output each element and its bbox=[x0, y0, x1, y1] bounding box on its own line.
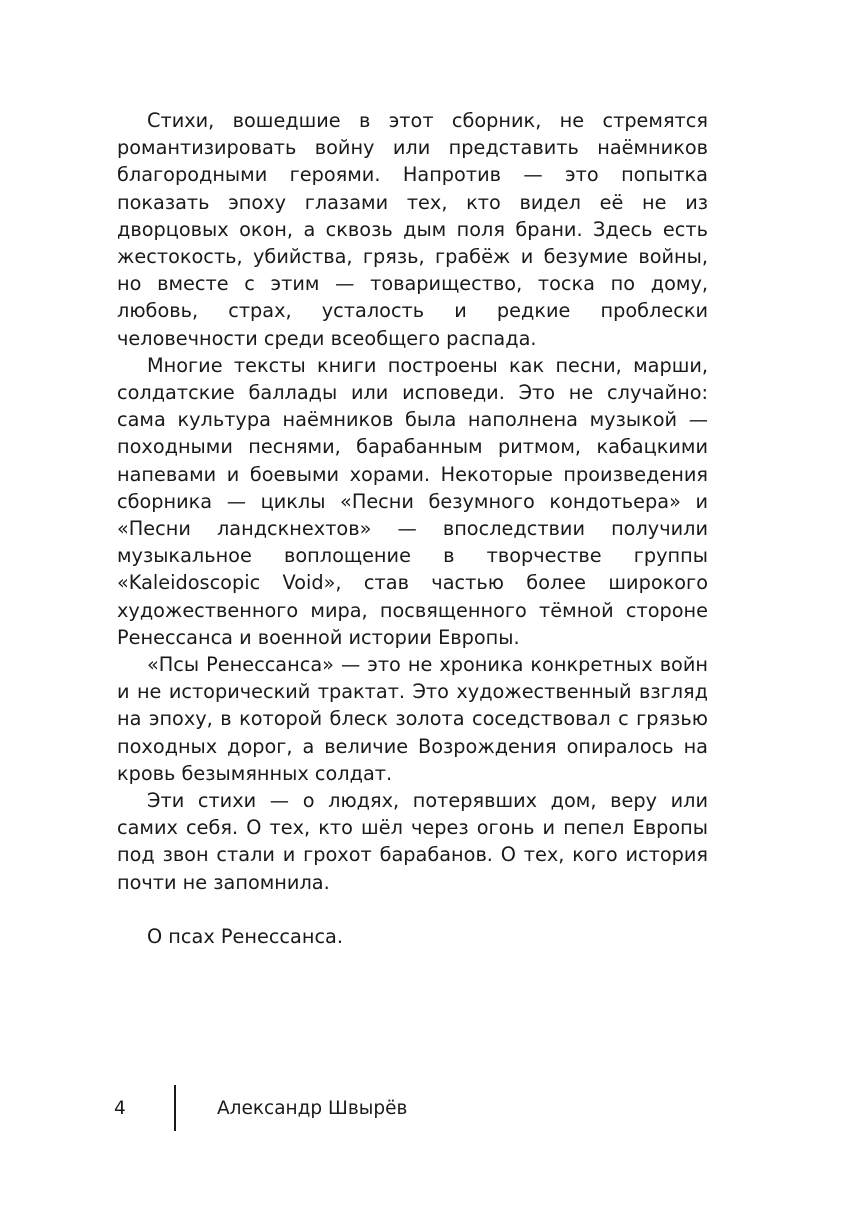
paragraph-2: Многие тексты книги построены как песни, марши, солдатские баллады или исповеди. Это не случайно: сама культура наёмников была наполнена музыкой — походными песнями, барабанным ритмом, кабацкими напевами и боевыми хорами. Некоторые произведения сборника — циклы «Песни безумного кондотьера» и «Песни ландскнехтов» — впоследствии получили музыкальное воплощение в творчестве группы «Kaleidoscopic Void», став частью более широкого художественного мира, посвященного тёмной стороне Ренессанса и военной истории Европы. bbox=[117, 353, 708, 649]
paragraph-4: Эти стихи — о людях, потерявших дом, веру или самих себя. О тех, кто шёл через огонь и пепел Европы под звон стали и грохот барабанов. О тех, кого история почти не запомнила. bbox=[117, 789, 708, 894]
page-number: 4 bbox=[114, 1098, 126, 1119]
main-text bbox=[117, 107, 708, 950]
page-footer bbox=[0, 1085, 856, 1131]
closing-line: О псах Ренессанса. bbox=[147, 925, 343, 949]
footer-divider bbox=[174, 1085, 176, 1131]
paragraph-1: Стихи, вошедшие в этот сборник, не стремятся романтизировать войну или представить наёмников благородными героями. Напротив — это попытка показать эпоху глазами тех, кто видел её не из дворцовых окон, а сквозь дым поля брани. Здесь есть жестокость, убийства, грязь, грабёж и безумие войны, но вместе с этим — товарищество, тоска по дому, любовь, страх, усталость и редкие проблески человечности среди всеобщего распада. bbox=[117, 109, 708, 350]
author-name: Александр Швырёв bbox=[217, 1098, 408, 1119]
paragraph-3: «Псы Ренессанса» — это не хроника конкретных войн и не исторический трактат. Это художественный взгляд на эпоху, в которой блеск золота соседствовал с грязью походных дорог, а величие Возрождения опиралось на кровь безымянных солдат. bbox=[117, 653, 708, 785]
